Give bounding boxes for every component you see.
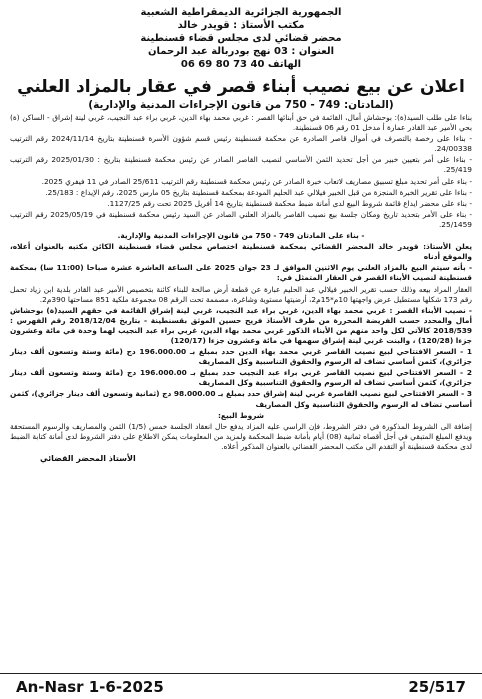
price-item: 3 - السعر الافتتاحي لبيع نصيب القاصرة غربي لينة إشراق حدد بمبلغ بـ 98.000.00 دج (ثمانية وتسعون ألف دينار جزائري)، كثمن أساسي تضاف له الرسوم والحقوق التناسبية وكل المصاريف — [10, 389, 472, 409]
paragraph: - بناء على أمر تحديد مبلغ تسبيق مصاريف لاتعاب خبرة الصادر عن رئيس محكمة قسنطينة رقم الترتيب 25/611 الصادر في 11 فيفري 2025. — [41, 176, 472, 186]
paragraph: - بناءا على تقرير الخبرة المنجزة من قبل الخبير فيلالي عبد الحليم المودعة بمحكمة قسنطينة بتاريخ 05 مارس 2025، رقم الإيداع : 25/183. — [45, 187, 472, 197]
notice-body — [10, 113, 472, 452]
paragraph: يعلن الأستاذ: قويدر خالد المحضر القضائي بمحكمة قسنطينة اختصاص مجلس قضاء قسنطينة الكائن مكتبه بالعنوان أعلاه، والموقع أدناه — [10, 242, 472, 262]
publication-footer — [0, 673, 482, 699]
paragraph: بناءا على طلب السيد(ة): بوحشاش أمال، القائمة في حق أبنائها القصر : غربي محمد بهاء الدين، غربي براء عبد النجيب، غربي لينة إشراق - الساكن (ة) بحي الأمير عبد القادر عمارة أ مدخل 01 رقم 06 قسنطينة. — [10, 113, 472, 133]
office-phone: الهاتف 40 73 80 69 06 — [180, 59, 302, 70]
bailiff-title: محضر قضائي لدى مجلس قضاء قسنطينة — [140, 33, 342, 44]
paragraph: - بناءا على رخصة بالتصرف في أموال قاصر الصادرة عن محكمة قسنطينة رئيس قسم شؤون الأسرة قسنطينة بتاريخ 2024/11/14 رقم الترتيب 24/00338. — [10, 134, 472, 154]
notice-title: اعلان عن بيع نصيب أبناء قصر في عقار بالمزاد العلني — [17, 77, 465, 97]
paragraph: - نصيب الأبناء القصر : غربي محمد بهاء الدين، غربي براء عبد النجيب، غربي لينة إشراق القائمة في حقهم السيد(ة) بوحشاش أمال والمحدد حسب الفريضة المحررة من طرف الأستاذ فريح حسين الموثق بقسنطينة - بتاريخ 2018/12/04 رقم الفهرس : 2018/539 كالآتي لكل واحد منهم من الأبناء الذكور غربي محمد بهاء الدين، غربي براء عبد النجيب لهما وحدة في مائة وعشرون جزءا (120/28) ، والبنت غربي لينة إشراق سهمها في مائة وعشرون جزءا (120/17) — [10, 305, 472, 345]
conditions-title: شروط البيع: — [217, 410, 265, 420]
paragraph: العقار المراد بيعه وذلك حسب تقرير الخبير فيلالي عبد الحليم عبارة عن قطعة أرض صالحة للبناء كائنة بتخصيص الأمير عبد القادر بلدية ابن زياد تحمل رقم 173 شكلها مستطيل عرض واجهتها 10م*15م2، أرضيتها مستوية وشاغرة، مصممة تحت الرقم 08 مجموعة ملكية 851 مساحتها 390م2. — [10, 284, 472, 304]
office-address: العنوان : 03 نهج بودربالة عبد الرحمان — [147, 46, 335, 57]
notice-subtitle: (المادتان: 749 - 750 من قانون الإجراءات المدنية والإدارية) — [88, 99, 394, 111]
paragraph: - بناءا على أمر بتعيين خبير من أجل تحديد الثمن الأساسي لنصيب القاصر الصادر عن رئيس محكمة قسنطينة بتاريخ : 2025/01/30 رقم الترتيب 25/419. — [10, 155, 472, 175]
conditions-text: إضافة الى الشروط المذكورة في دفتر الشروط، فإن الراسي عليه المزاد يدفع حال انعقاد الجلسة خمس (1/5) الثمن والمصاريف والرسوم المستحقة ويدفع المبلغ المتبقي في أجل أقصاه ثمانية (08) أيام بأمانة ضبط المحكمة ولمزيد من المعلومات يمكن الاطلاع على دفتر الشروط لدى أمانة كتابة الضبط لدى محكمة قسنطينة أو التقدم الى مكتب المحضر القضائي بالعنوان المذكور أعلاه. — [10, 421, 472, 451]
paragraph: - بناء على المادتان 749 - 750 من قانون الإجراءات المدنية والإدارية. — [117, 231, 365, 241]
signature: الأستاذ المحضر القضائي — [40, 454, 136, 463]
office-name: مكتب الأستاذ : قويدر خالد — [177, 20, 305, 31]
publication-date: An-Nasr 1-6-2025 — [16, 677, 164, 696]
republic-name: الجمهورية الجزائرية الديمقراطية الشعبية — [140, 7, 342, 18]
paragraph: - بناء على محضر ايداع قائمة شروط البيع لدى أمانة ضبط محكمة قسنطينة بتاريخ 14 أفريل 2025 تحت رقم 1127/25. — [107, 198, 472, 208]
price-item: 2 - السعر الافتتاحي لبيع نصيب القاصر غربي براء عبد النجيب حدد بمبلغ بـ 196.000.00 دج (مائة وستة وتسعون ألف دينار جزائري)، كثمن أساسي تضاف له الرسوم والحقوق التناسبية وكل المصاريف — [10, 368, 472, 388]
paragraph: - بناء على الأمر بتحديد تاريخ ومكان جلسة بيع نصيب القاصر بالمزاد العلني الصادر عن السيد رئيس محكمة قسنطينة في 2025/05/19 رقم الترتيب 25/1459. — [10, 209, 472, 229]
paragraph: - بأنه سيتم البيع بالمزاد العلني يوم الاثنين الموافق لـ 23 جوان 2025 على الساعة العاشرة عشرة صباحا (11:00 سا) بمحكمة قسنطينة لنصيب الأبناء القصر في العقار المتمثل في: — [10, 263, 473, 283]
notice-reference: 25/517 — [408, 677, 466, 696]
price-item: 1 - السعر الافتتاحي لبيع نصيب القاصر غربي محمد بهاء الدين حدد بمبلغ بـ 196.000.00 دج (مائة وستة وتسعون ألف دينار جزائري)، كثمن أساسي تضاف له الرسوم والحقوق التناسبية وكل المصاريف — [10, 347, 472, 367]
letterhead — [10, 6, 472, 71]
